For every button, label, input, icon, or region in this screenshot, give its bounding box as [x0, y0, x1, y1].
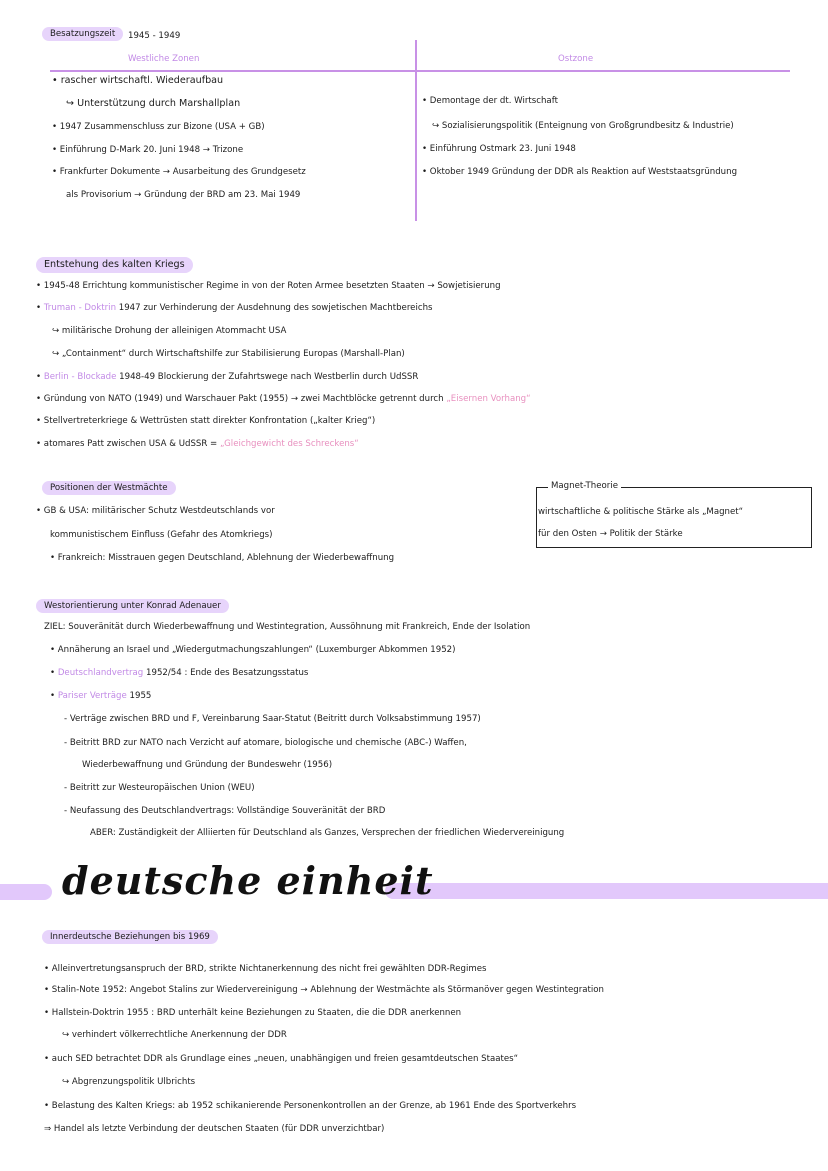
wm-line: • Frankreich: Misstrauen gegen Deutschland, Ablehnung der Wiederbewaffnung [50, 553, 395, 563]
gleichgewicht-term: „Gleichgewicht des Schreckens“ [220, 439, 359, 449]
ost-column-header: Ostzone [558, 54, 594, 64]
ad-line: ABER: Zuständigkeit der Alliierten für Deutschland als Ganzes, Versprechen der friedlichen Wiedervereinigung [90, 828, 565, 838]
deutschlandvertrag-term: Deutschlandvertrag [57, 668, 144, 678]
kk-line: • Stellvertreterkriege & Wettrüsten statt direkter Konfrontation („kalter Krieg“) [36, 416, 376, 426]
ost-line: • Oktober 1949 Gründung der DDR als Reaktion auf Weststaatsgründung [422, 167, 738, 177]
west-line: • 1947 Zusammenschluss zur Bizone (USA + GB) [52, 122, 265, 132]
ad-line: Wiederbewaffnung und Gründung der Bundeswehr (1956) [82, 760, 333, 770]
kk-line: ↪ militärische Drohung der alleinigen Atommacht USA [52, 326, 287, 336]
ad-line: - Beitritt BRD zur NATO nach Verzicht auf atomare, biologische und chemische (ABC-) Waffen, [64, 738, 467, 748]
section-heading-adenauer: Westorientierung unter Konrad Adenauer [36, 599, 229, 613]
section-heading-westmaechte: Positionen der Westmächte [42, 481, 176, 495]
kk-line: • 1945-48 Errichtung kommunistischer Regime in von der Roten Armee besetzten Staaten → Sowjetisierung [36, 281, 501, 291]
west-line: • Frankfurter Dokumente → Ausarbeitung des Grundgesetz [52, 167, 306, 177]
section-heading-kalter-krieg: Entstehung des kalten Kriegs [36, 257, 193, 273]
ost-line: • Demontage der dt. Wirtschaft [422, 96, 558, 106]
ad-line-text: 1955 [126, 691, 152, 701]
west-line: ↪ Unterstützung durch Marshallplan [66, 98, 241, 109]
magnet-theorie-title: Magnet-Theorie [548, 481, 621, 491]
section-heading-innerdeutsch: Innerdeutsche Beziehungen bis 1969 [42, 930, 218, 944]
magnet-theorie-line: für den Osten → Politik der Stärke [538, 529, 683, 539]
ed-line: • Stalin-Note 1952: Angebot Stalins zur Wiedervereinigung → Ablehnung der Westmächte als Störmanöver gegen Westintegration [44, 985, 604, 995]
kk-line [36, 439, 359, 449]
kk-line [36, 394, 531, 404]
ost-line: ↪ Sozialisierungspolitik (Enteignung von Großgrundbesitz & Industrie) [432, 121, 734, 131]
section-tag-besatzungszeit: Besatzungszeit [42, 27, 123, 41]
kk-line: • Truman - Doktrin 1947 zur Verhinderung der Ausdehnung des sowjetischen Machtbereichs [36, 303, 433, 313]
kk-line: ↪ „Containment“ durch Wirtschaftshilfe zur Stabilisierung Europas (Marshall-Plan) [52, 349, 405, 359]
ed-line: ↪ verhindert völkerrechtliche Anerkennung der DDR [62, 1030, 287, 1040]
kk-line-text: 1947 zur Verhinderung der Ausdehnung des sowjetischen Machtbereichs [116, 303, 433, 313]
west-line: als Provisorium → Gründung der BRD am 23. Mai 1949 [66, 190, 301, 200]
wm-line: kommunistischem Einfluss (Gefahr des Atomkriegs) [50, 530, 273, 540]
ed-line: • auch SED betrachtet DDR als Grundlage eines „neuen, unabhängigen und freien gesamtdeutschen Staates“ [44, 1054, 519, 1064]
ad-line: ZIEL: Souveränität durch Wiederbewaffnung und Westintegration, Aussöhnung mit Frankreich, Ende der Isolation [44, 622, 531, 632]
ed-line: ⇒ Handel als letzte Verbindung der deutschen Staaten (für DDR unverzichtbar) [44, 1124, 385, 1134]
wm-line: • GB & USA: militärischer Schutz Westdeutschlands vor [36, 506, 275, 516]
kk-line-text: • atomares Patt zwischen USA & UdSSR = [36, 439, 220, 449]
west-line: • Einführung D-Mark 20. Juni 1948 → Trizone [52, 145, 244, 155]
ad-line: • Deutschlandvertrag 1952/54 : Ende des Besatzungsstatus [50, 668, 309, 678]
table-header-divider [50, 70, 790, 72]
ed-line: • Belastung des Kalten Kriegs: ab 1952 schikanierende Personenkontrollen an der Grenze, ab 1961 Ende des Sportverkehrs [44, 1101, 577, 1111]
ad-line: • Pariser Verträge 1955 [50, 691, 152, 701]
ost-line: • Einführung Ostmark 23. Juni 1948 [422, 144, 576, 154]
eiserner-vorhang-term: „Eisernen Vorhang“ [446, 394, 531, 404]
ad-line: - Beitritt zur Westeuropäischen Union (WEU) [64, 783, 255, 793]
magnet-theorie-line: wirtschaftliche & politische Stärke als „Magnet“ [538, 507, 744, 517]
kk-line-text: • Gründung von NATO (1949) und Warschauer Pakt (1955) → zwei Machtblöcke getrennt durch [36, 394, 447, 404]
west-column-header: Westliche Zonen [128, 54, 200, 64]
table-column-divider [415, 40, 417, 221]
ad-line: • Annäherung an Israel und „Wiedergutmachungszahlungen“ (Luxemburger Abkommen 1952) [50, 645, 456, 655]
title-band-right [385, 883, 828, 899]
ad-line: - Neufassung des Deutschlandvertrags: Vollständige Souveränität der BRD [64, 806, 386, 816]
ad-line-text: 1952/54 : Ende des Besatzungsstatus [143, 668, 309, 678]
ad-line: - Verträge zwischen BRD und F, Vereinbarung Saar-Statut (Beitritt durch Volksabstimmung 1957) [64, 714, 481, 724]
truman-doktrin-term: Truman - Doktrin [43, 303, 117, 313]
ed-line: ↪ Abgrenzungspolitik Ulbrichts [62, 1077, 196, 1087]
title-band-left [0, 884, 52, 900]
kk-line-text: 1948-49 Blockierung der Zufahrtswege nach Westberlin durch UdSSR [116, 372, 419, 382]
ed-line: • Alleinvertretungsanspruch der BRD, strikte Nichtanerkennung des nicht frei gewählten DDR-Regimes [44, 964, 487, 974]
deutsche-einheit-title: deutsche einheit [62, 858, 434, 903]
west-line: • rascher wirtschaftl. Wiederaufbau [52, 75, 224, 86]
berlin-blockade-term: Berlin - Blockade [43, 372, 117, 382]
years-label: 1945 - 1949 [128, 31, 181, 41]
kk-line: • Berlin - Blockade 1948-49 Blockierung der Zufahrtswege nach Westberlin durch UdSSR [36, 372, 419, 382]
ed-line: • Hallstein-Doktrin 1955 : BRD unterhält keine Beziehungen zu Staaten, die die DDR anerkennen [44, 1008, 462, 1018]
pariser-vertraege-term: Pariser Verträge [57, 691, 127, 701]
